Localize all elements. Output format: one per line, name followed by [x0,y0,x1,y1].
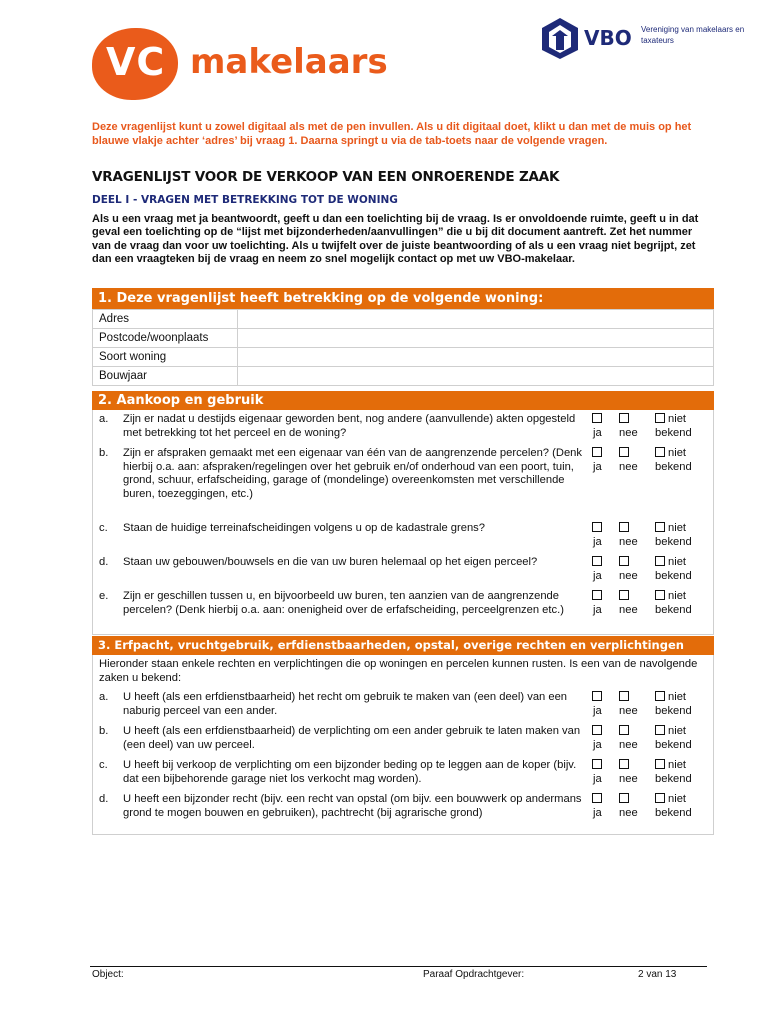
question-letter: e. [99,590,109,602]
niet-bekend-checkbox[interactable] [655,522,715,549]
table-row [93,310,714,329]
checkbox-square[interactable] [655,447,665,457]
table-row [93,329,714,348]
checkbox-square[interactable] [592,590,602,600]
field-label-soort-woning: Soort woning [93,348,238,367]
ja-checkbox[interactable] [592,793,622,820]
question-text: Zijn er nadat u destijds eigenaar geworden bent, nog andere (aanvullende) akten opgesteld met betrekking tot het perceel en de woning? [123,413,576,439]
field-label-adres: Adres [93,310,238,329]
option-label: ja [593,772,602,785]
question-text: U heeft een bijzonder recht (bijv. een recht van opstal (om bijv. een bouwwerk op andermans grond te mogen bouwen en gebruiken), pachtrecht (bij agrarische grond) [123,793,582,819]
option-label: ja [593,806,602,819]
niet-bekend-checkbox[interactable] [655,793,715,820]
table-row [93,367,714,386]
checkbox-square[interactable] [619,413,629,423]
checkbox-square[interactable] [592,447,602,457]
vbo-logo [540,14,750,64]
vc-logo-mark: VC [106,40,166,84]
nee-checkbox[interactable] [619,725,651,752]
checkbox-square[interactable] [655,759,665,769]
checkbox-square[interactable] [619,590,629,600]
option-label: niet [668,447,687,459]
option-label: bekend [655,460,692,473]
checkbox-square[interactable] [655,590,665,600]
question-letter: c. [99,759,108,771]
question-letter: d. [99,793,109,805]
checkbox-square[interactable] [655,413,665,423]
option-label: nee [619,426,638,439]
checkbox-square[interactable] [655,691,665,701]
question-letter: b. [99,447,109,459]
option-label: bekend [655,704,692,717]
question-text: Staan de huidige terreinafscheidingen volgens u op de kadastrale grens? [123,522,485,534]
option-label: nee [619,460,638,473]
ja-checkbox[interactable] [592,413,622,440]
nee-checkbox[interactable] [619,447,651,474]
option-label: nee [619,738,638,751]
ja-checkbox[interactable] [592,590,622,617]
nee-checkbox[interactable] [619,590,651,617]
option-label: ja [593,426,602,439]
question-text: Zijn er afspraken gemaakt met een eigenaar van één van de aangrenzende percelen? (Denk hierbij o.a. aan: afspraken/regelingen over het gebruik en/of onderhoud van een poort, tuin, grond, schuur, erfafscheiding, garage of (mondelinge) overeenkomsten met verschillende buren, toezeggingen, etc.) [123,447,582,500]
option-label: ja [593,738,602,751]
checkbox-square[interactable] [592,413,602,423]
page-number: 2 van 13 [638,969,677,980]
checkbox-square[interactable] [655,793,665,803]
checkbox-square[interactable] [619,556,629,566]
question-text: Staan uw gebouwen/bouwsels en die van uw buren helemaal op het eigen perceel? [123,556,538,568]
vbo-logo-subtitle: Vereniging van makelaars en taxateurs [641,25,745,45]
option-label: ja [593,603,602,616]
option-label: bekend [655,603,692,616]
checkbox-square[interactable] [592,793,602,803]
address-input[interactable] [238,310,714,329]
checkbox-square[interactable] [592,691,602,701]
checkbox-square[interactable] [619,759,629,769]
option-label: niet [668,413,687,425]
checkbox-square[interactable] [619,725,629,735]
option-label: bekend [655,772,692,785]
question-text: Zijn er geschillen tussen u, en bijvoorbeeld uw buren, ten aanzien van de aangrenzende percelen? (Denk hierbij o.a. aan: onenigheid over de erfafscheiding, perceelgrenzen etc.) [123,590,564,616]
nee-checkbox[interactable] [619,759,651,786]
field-label-bouwjaar: Bouwjaar [93,367,238,386]
build-year-input[interactable] [238,367,714,386]
checkbox-square[interactable] [655,556,665,566]
part-subtitle: DEEL I - VRAGEN MET BETREKKING TOT DE WONING [92,194,398,206]
question-letter: c. [99,522,108,534]
option-label: bekend [655,806,692,819]
house-type-input[interactable] [238,348,714,367]
option-label: bekend [655,569,692,582]
option-label: bekend [655,738,692,751]
footer-object-label: Object: [92,969,124,980]
niet-bekend-checkbox[interactable] [655,413,715,440]
ja-checkbox[interactable] [592,447,622,474]
option-label: niet [668,793,687,805]
vc-logo-word: makelaars [190,42,388,82]
option-label: nee [619,772,638,785]
option-label: nee [619,704,638,717]
niet-bekend-checkbox[interactable] [655,590,715,617]
option-label: niet [668,759,687,771]
option-label: ja [593,535,602,548]
niet-bekend-checkbox[interactable] [655,447,715,474]
section-2-header: 2. Aankoop en gebruik [92,391,714,410]
nee-checkbox[interactable] [619,522,651,549]
question-letter: d. [99,556,109,568]
option-label: niet [668,522,687,534]
question-letter: a. [99,413,109,425]
checkbox-square[interactable] [592,522,602,532]
nee-checkbox[interactable] [619,691,651,718]
property-table [92,309,714,386]
footer-divider [90,966,707,967]
vbo-logo-word: VBO [584,26,632,50]
option-label: niet [668,590,687,602]
vbo-house-icon [540,16,580,60]
section-3-intro: Hieronder staan enkele rechten en verplichtingen die op woningen en percelen kunnen rusten. Is een van de navolgende zaken u bekend: [99,658,698,684]
option-label: niet [668,556,687,568]
question-letter: a. [99,691,109,703]
niet-bekend-checkbox[interactable] [655,725,715,752]
option-label: niet [668,691,687,703]
option-label: nee [619,569,638,582]
checkbox-square[interactable] [619,691,629,701]
section-3-header: 3. Erfpacht, vruchtgebruik, erfdienstbaarheden, opstal, overige rechten en verplichtingen [92,636,714,655]
niet-bekend-checkbox[interactable] [655,691,715,718]
option-label: niet [668,725,687,737]
instructions-text: Als u een vraag met ja beantwoordt, geeft u dan een toelichting bij de vraag. Is er onvoldoende ruimte, geeft u in dat geval een toelichting op de “lijst met bijzonderheden/aanvullingen” die u bij dit document aantreft. Zet het nummer van de vraag dan voor uw toelichting. Als u twijfelt over de juiste beantwoording of als u een vraag niet begrijpt, zet dan een vraagteken bij de vraag en neem zo snel mogelijk contact op met uw VBO-makelaar. [92,213,699,266]
field-label-postcode: Postcode/woonplaats [93,329,238,348]
checkbox-square[interactable] [592,556,602,566]
postcode-input[interactable] [238,329,714,348]
checkbox-square[interactable] [655,522,665,532]
option-label: bekend [655,535,692,548]
option-label: ja [593,704,602,717]
page-title: VRAGENLIJST VOOR DE VERKOOP VAN EEN ONROERENDE ZAAK [92,169,560,185]
nee-checkbox[interactable] [619,413,651,440]
table-row [93,348,714,367]
niet-bekend-checkbox[interactable] [655,759,715,786]
checkbox-square[interactable] [619,793,629,803]
niet-bekend-checkbox[interactable] [655,556,715,583]
nee-checkbox[interactable] [619,556,651,583]
option-label: nee [619,535,638,548]
option-label: nee [619,806,638,819]
checkbox-square[interactable] [592,725,602,735]
nee-checkbox[interactable] [619,793,651,820]
ja-checkbox[interactable] [592,556,622,583]
intro-text: Deze vragenlijst kunt u zowel digitaal als met de pen invullen. Als u dit digitaal doet, klikt u dan met de muis op het blauwe vlakje achter ‘adres’ bij vraag 1. Daarna springt u via de tab-toets naar de volgende vragen. [92,121,692,147]
option-label: ja [593,569,602,582]
option-label: bekend [655,426,692,439]
question-text: U heeft (als een erfdienstbaarheid) het recht om gebruik te maken van (een deel) van een naburig perceel van een ander. [123,691,568,717]
checkbox-square[interactable] [655,725,665,735]
footer-paraaf-label: Paraaf Opdrachtgever: [423,969,525,980]
checkbox-square[interactable] [619,447,629,457]
checkbox-square[interactable] [592,759,602,769]
ja-checkbox[interactable] [592,522,622,549]
option-label: nee [619,603,638,616]
question-text: U heeft bij verkoop de verplichting om een bijzonder beding op te leggen aan de koper (bijv. dat een bijbehorende garage niet los verkocht mag worden). [123,759,577,785]
ja-checkbox[interactable] [592,691,622,718]
question-letter: b. [99,725,109,737]
ja-checkbox[interactable] [592,725,622,752]
question-text: U heeft (als een erfdienstbaarheid) de verplichting om een ander gebruik te laten maken van (een deel) van uw perceel. [123,725,581,751]
ja-checkbox[interactable] [592,759,622,786]
section-1-header: 1. Deze vragenlijst heeft betrekking op de volgende woning: [92,288,714,309]
option-label: ja [593,460,602,473]
checkbox-square[interactable] [619,522,629,532]
